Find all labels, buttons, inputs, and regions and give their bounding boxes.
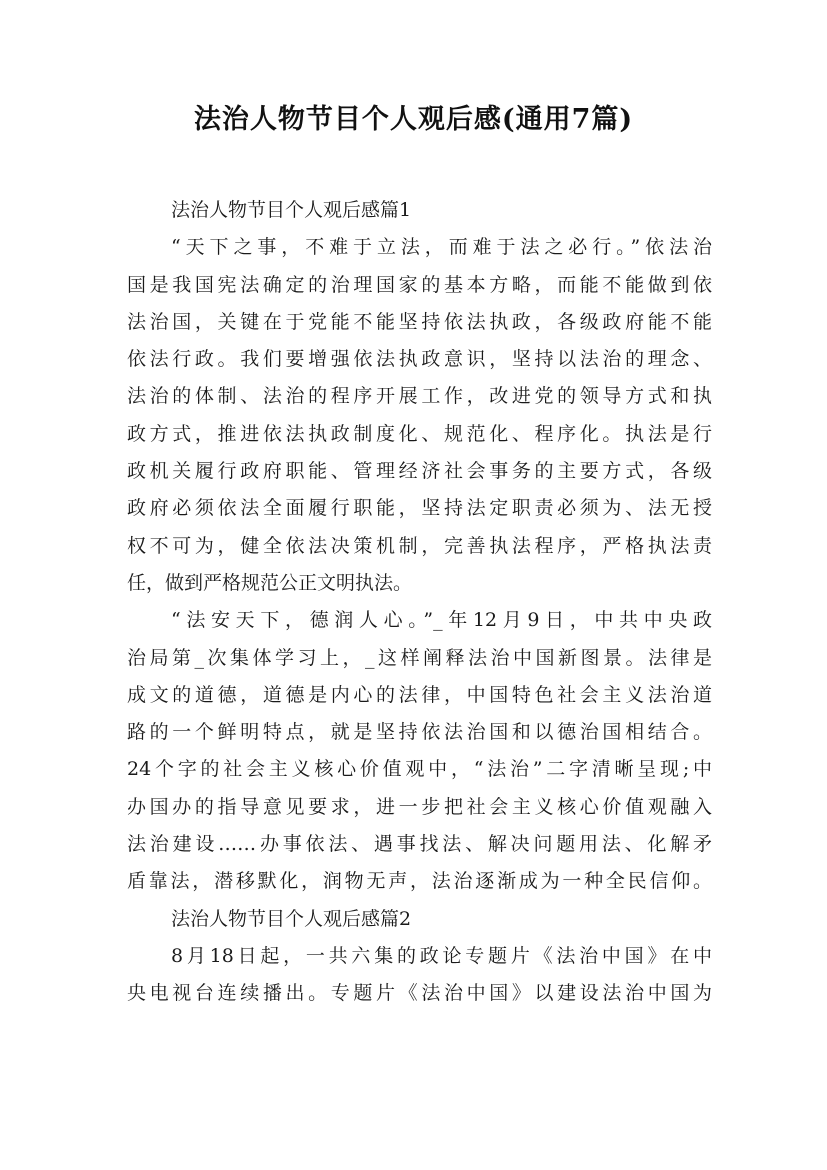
text-line: 法治的体制、法治的程序开展工作，改进党的领导方式和执 [127,385,712,408]
text-line: 任，做到严格规范公正文明执法。 [127,571,413,594]
document-body [127,192,712,1013]
text-line: 法治人物节目个人观后感篇2 [171,907,412,930]
text-line: 法治人物节目个人观后感篇1 [171,199,412,221]
document-title: 法治人物节目个人观后感(通用7篇) [193,104,634,135]
text-line: 24个字的社会主义核心价值观中，“法治”二字清晰呈现;中 [127,758,712,781]
text-line: 法治国，关键在于党能不能坚持依法执政，各级政府能不能 [127,310,712,333]
text-line: 8月18日起，一共六集的政论专题片《法治中国》在中 [171,944,712,967]
text-line: 依法行政。我们要增强依法执政意识，坚持以法治的理念、 [127,348,712,371]
text-line: 盾靠法，潜移默化，润物无声，法治逐渐成为一种全民信仰。 [127,870,712,893]
text-line: 权不可为，健全依法决策机制，完善执法程序，严格执法责 [127,534,712,557]
text-line: 法治建设……办事依法、遇事找法、解决问题用法、化解矛 [127,833,712,856]
text-line: 国是我国宪法确定的治理国家的基本方略，而能不能做到依 [127,273,712,296]
text-line: 路的一个鲜明特点，就是坚持依法治国和以德治国相结合。 [127,721,712,744]
text-line: 政机关履行政府职能、管理经济社会事务的主要方式，各级 [127,460,712,483]
text-line: “法安天下，德润人心。”_年12月9日，中共中央政 [171,609,712,632]
text-line: “天下之事，不难于立法，而难于法之必行。”依法治 [171,236,712,259]
text-line: 办国办的指导意见要求，进一步把社会主义核心价值观融入 [127,795,712,818]
text-line: 政府必须依法全面履行职能，坚持法定职责必须为、法无授 [127,497,712,520]
text-line: 治局第_次集体学习上，_这样阐释法治中国新图景。法律是 [127,646,712,669]
text-line: 成文的道德，道德是内心的法律，中国特色社会主义法治道 [127,683,712,706]
text-line: 政方式，推进依法执政制度化、规范化、程序化。执法是行 [127,422,712,445]
text-line: 央电视台连续播出。专题片《法治中国》以建设法治中国为 [127,982,712,1005]
